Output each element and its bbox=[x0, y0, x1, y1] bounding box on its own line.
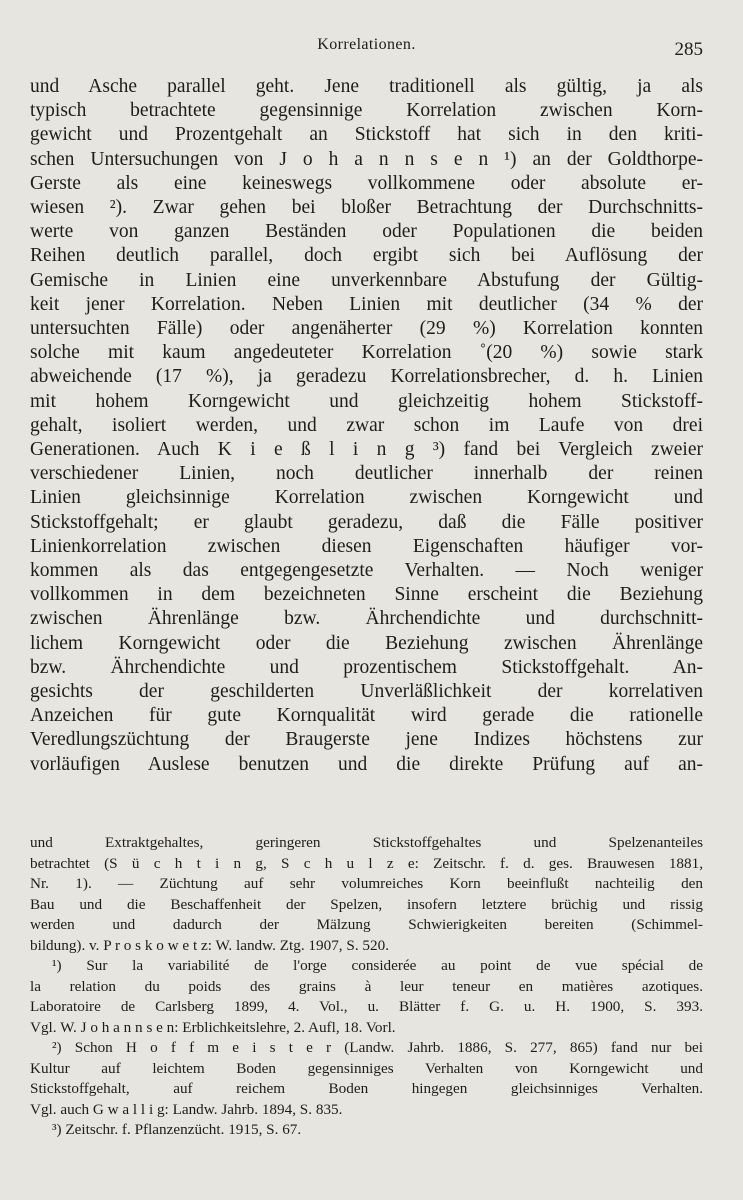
body-line: und Asche parallel geht. Jene traditionell als gültig, ja als bbox=[30, 76, 703, 97]
footnote-line: und Extraktgehaltes, geringeren Stickstoffgehaltes und Spelzenanteiles bbox=[30, 834, 703, 851]
footnote-2 bbox=[30, 1038, 703, 1120]
footnote-line: bildung). v. P r o s k o w e t z: W. landw. Ztg. 1907, S. 520. bbox=[30, 936, 390, 954]
body-line: wiesen ²). Zwar gehen bei bloßer Betrachtung der Durchschnitts- bbox=[30, 197, 703, 219]
body-line: Anzeichen für gute Kornqualität wird gerade die rationelle bbox=[30, 705, 703, 727]
body-line: mit hohem Korngewicht und gleichzeitig hohem Stickstoff- bbox=[30, 390, 703, 412]
footnote-line: werden und dadurch der Mälzung Schwierigkeiten bereiten (Schimmel- bbox=[30, 916, 703, 933]
body-line: gewicht und Prozentgehalt an Stickstoff hat sich in den kriti- bbox=[30, 124, 703, 146]
body-line: Reihen deutlich parallel, doch ergibt sich bei Auflösung der bbox=[30, 245, 703, 267]
footnote-line: Vgl. W. J o h a n n s e n: Erblichkeitslehre, 2. Aufl, 18. Vorl. bbox=[30, 1018, 396, 1036]
footnote-line: ¹) Sur la variabilité de l'orge considerée au point de vue spécial de bbox=[52, 957, 703, 974]
body-line: bzw. Ährchendichte und prozentischem Stickstoffgehalt. An- bbox=[30, 656, 703, 678]
body-line: Gemische in Linien eine unverkennbare Abstufung der Gültig- bbox=[30, 269, 703, 291]
footnote-line: Kultur auf leichtem Boden gegensinniges Verhalten von Korngewicht und bbox=[30, 1059, 703, 1077]
body-line: Generationen. Auch K i e ß l i n g ³) fand bei Vergleich zweier bbox=[30, 439, 703, 461]
body-line: solche mit kaum angedeuteter Korrelation ˚(20 %) sowie stark bbox=[30, 342, 703, 364]
body-line: gesichts der geschilderten Unverläßlichkeit der korrelativen bbox=[30, 681, 703, 703]
body-line: verschiedener Linien, noch deutlicher innerhalb der reinen bbox=[30, 463, 703, 485]
footnote-line: Vgl. auch G w a l l i g: Landw. Jahrb. 1894, S. 835. bbox=[30, 1100, 343, 1118]
body-line: kommen als das entgegengesetzte Verhalten. — Noch weniger bbox=[30, 560, 703, 582]
body-line: abweichende (17 %), ja geradezu Korrelationsbrecher, d. h. Linien bbox=[30, 366, 703, 388]
footnote-3 bbox=[30, 1120, 703, 1141]
body-line: Stickstoffgehalt; er glaubt geradezu, daß die Fälle positiver bbox=[30, 511, 703, 533]
footnote-line: ³) Zeitschr. f. Pflanzenzücht. 1915, S. 67. bbox=[52, 1121, 302, 1138]
body-line: keit jener Korrelation. Neben Linien mit deutlicher (34 % der bbox=[30, 293, 703, 315]
footnote-line: ²) Schon H o f f m e i s t e r (Landw. Jahrb. 1886, S. 277, 865) fand nur bei bbox=[52, 1039, 703, 1056]
body-line: lichem Korngewicht oder die Beziehung zwischen Ährenlänge bbox=[30, 632, 703, 654]
body-line: untersuchten Fälle) oder angenäherter (29 %) Korrelation konnten bbox=[30, 318, 703, 340]
footnote-line: Laboratoire de Carlsberg 1899, 4. Vol., u. Blätter f. G. u. H. 1900, S. 393. bbox=[30, 998, 703, 1015]
body-line: Gerste als eine keineswegs vollkommene oder absolute er- bbox=[30, 172, 703, 194]
footnote-line: Nr. 1). — Züchtung auf sehr volumreiches Korn beeinflußt nachteilig den bbox=[30, 875, 703, 892]
footnote-continuation bbox=[30, 833, 703, 956]
body-line: gehalt, isoliert werden, und zwar schon im Laufe von drei bbox=[30, 414, 703, 436]
body-line: typisch betrachtete gegensinnige Korrelation zwischen Korn- bbox=[30, 100, 703, 122]
running-head bbox=[30, 36, 703, 60]
body-line: Linienkorrelation zwischen diesen Eigenschaften häufiger vor- bbox=[30, 535, 703, 557]
body-line: vorläufigen Auslese benutzen und die direkte Prüfung auf an- bbox=[30, 753, 703, 775]
body-line: Veredlungszüchtung der Braugerste jene Indizes höchstens zur bbox=[30, 729, 703, 751]
footnote-1 bbox=[30, 956, 703, 1038]
body-line: vollkommen in dem bezeichneten Sinne erscheint die Beziehung bbox=[30, 584, 703, 606]
main-text bbox=[30, 75, 703, 777]
running-head-title: Korrelationen. bbox=[317, 36, 416, 53]
footnote-line: la relation du poids des grains à leur teneur en matières azotiques. bbox=[30, 977, 703, 995]
footnote-line: Bau und die Beschaffenheit der Spelzen, insofern letztere brüchig und rissig bbox=[30, 895, 703, 913]
body-line: schen Untersuchungen von J o h a n n s e n ¹) an der Goldthorpe- bbox=[30, 148, 703, 170]
body-line: werte von ganzen Beständen oder Populationen die beiden bbox=[30, 221, 703, 243]
footnotes bbox=[30, 833, 703, 1141]
footnote-line: Stickstoffgehalt, auf reichem Boden hingegen gleichsinniges Verhalten. bbox=[30, 1080, 703, 1097]
footnote-line: betrachtet (S ü c h t i n g, S c h u l z e: Zeitschr. f. d. ges. Brauwesen 1881, bbox=[30, 854, 703, 872]
page-number: 285 bbox=[674, 39, 703, 60]
body-line: zwischen Ährenlänge bzw. Ährchendichte und durchschnitt- bbox=[30, 608, 703, 630]
body-line: Linien gleichsinnige Korrelation zwischen Korngewicht und bbox=[30, 487, 703, 509]
